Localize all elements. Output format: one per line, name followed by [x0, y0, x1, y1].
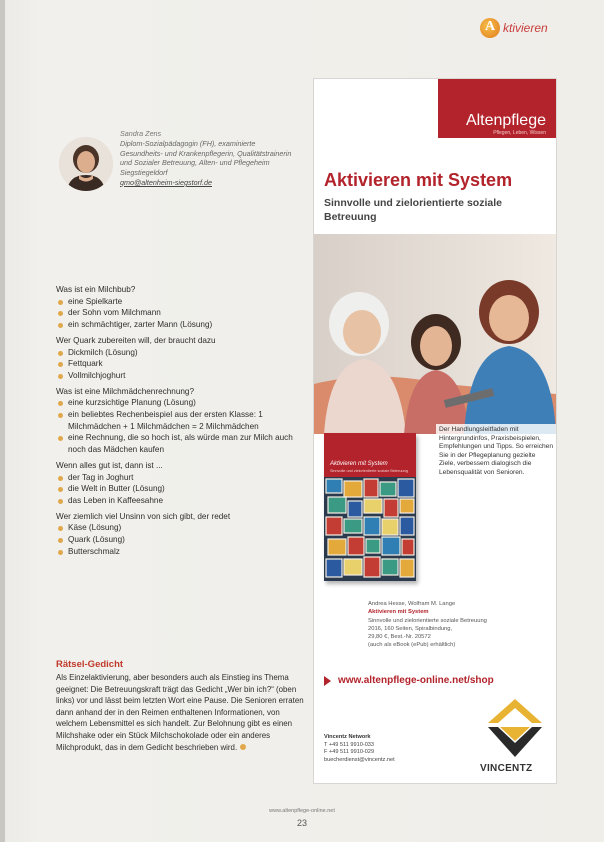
author-email-link[interactable]: qmo@altenheim-siegstorf.de	[120, 177, 212, 187]
book-detail: (auch als eBook (ePub) erhältlich)	[368, 642, 456, 649]
section-tag	[480, 18, 548, 38]
quiz-option: ein beliebtes Rechenbeispiel aus der ersten Klasse: 1 Milchmädchen + 1 Milchmädchen = 2 Milchmädchen	[56, 409, 306, 432]
vincentz-logo-text: VINCENTZ	[480, 763, 533, 774]
publisher-phone: T +49 511 9910-033	[324, 741, 375, 748]
quiz-option: eine kurzsichtige Planung (Lösung)	[56, 397, 306, 409]
quiz-option: das Leben in Kaffeesahne	[56, 495, 306, 507]
shop-link[interactable]	[324, 675, 494, 686]
section-body	[56, 672, 306, 753]
book-authors: Andrea Hesse, Wolfram M. Lange	[368, 601, 456, 607]
book-detail: Sinnvolle und zielorientierte soziale Betreuung	[368, 617, 487, 624]
quiz-option: eine Spielkarte	[56, 296, 306, 308]
quiz-option: Vollmilchjoghurt	[56, 370, 306, 382]
publisher-fax: F +49 511 9910-029	[324, 749, 375, 756]
ad-brand-box	[438, 79, 556, 138]
section-heading: Rätsel-Gedicht	[56, 659, 124, 670]
book-cover	[324, 433, 416, 581]
book-detail: 2016, 160 Seiten, Spiralbindung,	[368, 625, 453, 632]
page-number: 23	[296, 818, 307, 828]
quiz-option: die Welt in Butter (Lösung)	[56, 483, 306, 495]
quiz-option: Fettquark	[56, 358, 306, 370]
ad-title: Aktivieren mit System	[324, 170, 513, 190]
quiz-option: ein schmächtiger, zarter Mann (Lösung)	[56, 319, 306, 331]
quiz-question: Was ist ein Milchbub?	[56, 285, 136, 294]
publisher-name: Vincentz Network	[324, 734, 371, 740]
author-description: Diplom-Sozialpädagogin (FH), examinierte Gesundheits- und Krankenpflegerin, Qualitätstrainerin und Sozialer Betreuung, Alten- und Pflegeheim Siegstiegeldorf	[120, 138, 292, 178]
quiz-option: der Tag in Joghurt	[56, 472, 306, 484]
author-avatar	[59, 137, 113, 191]
quiz-option: der Sohn vom Milchmann	[56, 307, 306, 319]
book-cover-title: Aktivieren mit System	[330, 461, 388, 467]
section-body-text: Als Einzelaktivierung, aber besonders auch als Einstieg ins Thema geeignet: Die Betreuungskraft trägt das Gedicht „Wer bin ich?“ (oben links) vor und lässt beim letzten Wort eine Pause. Die Senioren erraten dann anhand der in den Reimen enthaltenen Informationen, von welchem Lebensmittel es sich handelt. Zur Belohnung gibt es einen Milchshake oder ein Stück Milchschokolade oder ein anderes Milchprodukt, das in dem Gedicht beschrieben wird.	[56, 673, 304, 752]
book-advertisement	[313, 78, 557, 784]
quiz	[56, 284, 306, 557]
book-detail: 29,80 €, Best.-Nr. 20572	[368, 634, 431, 641]
arrow-right-icon	[324, 676, 331, 686]
quiz-question: Wer ziemlich viel Unsinn von sich gibt, der redet	[56, 511, 231, 521]
quiz-question: Was ist eine Milchmädchenrechnung?	[56, 386, 195, 396]
shop-url[interactable]: www.altenpflege-online.net/shop	[338, 675, 494, 686]
vincentz-logo-icon	[486, 697, 544, 759]
quiz-option: Dickmilch (Lösung)	[56, 347, 306, 359]
quiz-option: eine Rechnung, die so hoch ist, als würde man zur Milch auch noch das Mädchen kaufen	[56, 432, 306, 455]
book-description: Der Handlungsleitfaden mit Hintergrundinfos, Praxisbeispielen, Empfehlungen und Tipps. So erreichen Sie in der Pflegeplanung gezielte Ziele, verbessern dialogisch die Lebensqualität von Senioren.	[436, 424, 556, 479]
quiz-option: Quark (Lösung)	[56, 534, 306, 546]
end-mark-icon	[240, 744, 246, 750]
book-title: Aktivieren mit System	[368, 609, 429, 616]
author-name: Sandra Zens	[120, 129, 162, 138]
ad-subtitle: Sinnvolle und zielorientierte soziale Betreuung	[324, 197, 502, 223]
quiz-option: Butterschmalz	[56, 546, 306, 558]
footer-url: www.altenpflege-online.net	[269, 808, 335, 814]
quiz-question: Wenn alles gut ist, dann ist ...	[56, 460, 163, 470]
ad-brand-subline: Pflegen, Leben, Wissen	[493, 130, 546, 136]
author-bio	[120, 129, 300, 188]
ad-brand-name: Altenpflege	[465, 112, 546, 129]
portrait-icon	[59, 137, 113, 191]
quiz-question: Wer Quark zubereiten will, der braucht dazu	[56, 335, 216, 345]
publisher-contact	[324, 734, 464, 764]
book-cover-subtitle: Sinnvolle und zielorientierte soziale Betreuung	[330, 469, 408, 473]
quiz-option: Käse (Lösung)	[56, 522, 306, 534]
book-bibliography	[368, 600, 548, 650]
section-tag-text: ktivieren	[503, 21, 548, 35]
publisher-email[interactable]: buecherdienst@vincentz.net	[324, 756, 395, 763]
care-photo-icon	[314, 234, 556, 434]
mosaic-icon	[324, 477, 416, 581]
page-edge	[0, 0, 5, 842]
section-tag-icon: A	[480, 18, 500, 38]
